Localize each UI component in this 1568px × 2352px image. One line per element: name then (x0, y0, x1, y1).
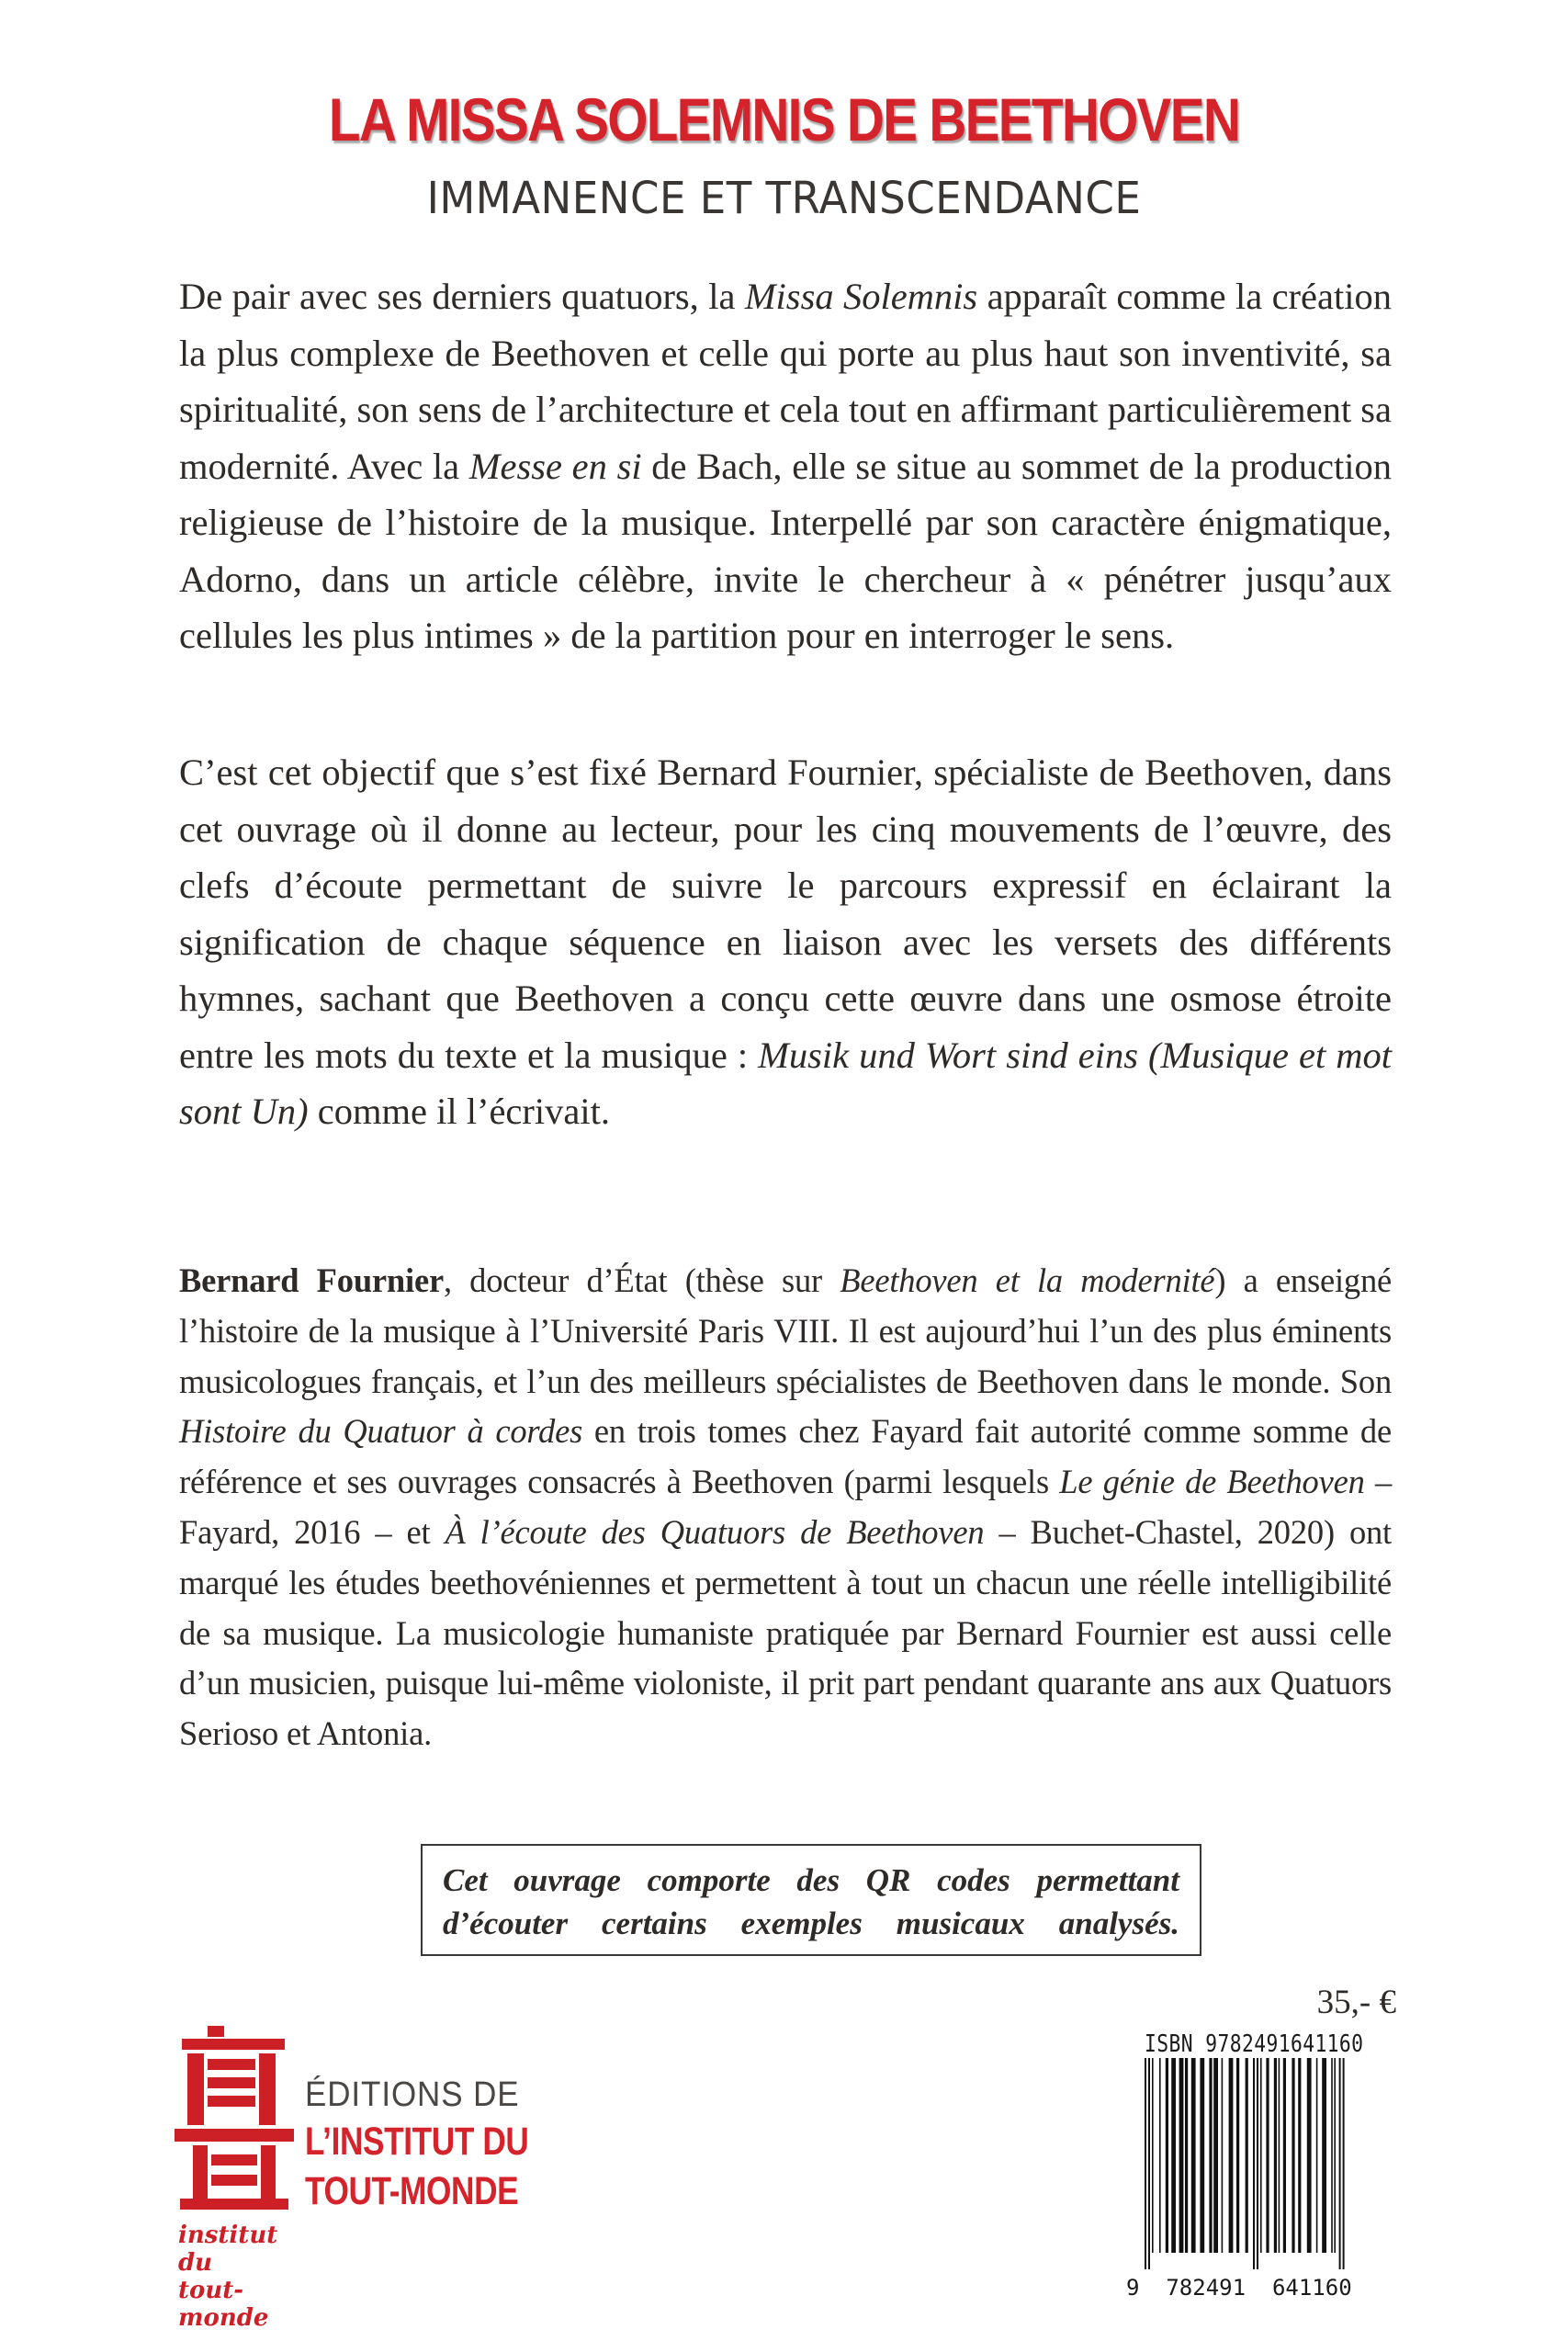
barcode-bar (1266, 2058, 1269, 2253)
barcode-bar (1283, 2058, 1286, 2253)
italic-run: Le génie de Beethoven (1059, 1463, 1365, 1501)
logo-word: institut (178, 2222, 278, 2249)
barcode-bar (1213, 2058, 1218, 2253)
barcode-bar (1279, 2058, 1280, 2253)
logo-word: du (178, 2249, 213, 2277)
barcode-bar (1274, 2058, 1277, 2253)
barcode-bar (1298, 2058, 1301, 2253)
text-run: – Buchet-Chastel, 2020) ont marqué les études beethovéniennes et permettent à tout un chacun une réelle intelligibilité de sa musique. La musicologie humaniste pratiquée par Bernard Fournier est aussi celle d’un musicien, puisque lui-même violoniste, il prit part pendant quarante ans aux Quatuors Serioso et Antonia. (179, 1512, 1392, 1753)
blurb-paragraph-2 (179, 744, 1392, 1140)
logo-word: monde (178, 2304, 269, 2332)
barcode-bar (1334, 2058, 1336, 2253)
author-bio (179, 1256, 1392, 1759)
paragraph-text (179, 1256, 1392, 1759)
price-label: 35,- € (1316, 1984, 1396, 2021)
barcode-bar (1179, 2058, 1184, 2253)
blurb-paragraph-1 (179, 268, 1392, 664)
italic-run: Missa Solemnis (744, 276, 978, 317)
text-run: , docteur d’État (thèse sur (443, 1261, 840, 1299)
barcode-bar (1343, 2058, 1345, 2269)
text-run: ) a enseigné l’histoire de la musique à l’Université Paris VIII. Il est aujourd’hui l’un des plus éminents musicologues français, et l’un des meilleurs spécialistes de Beethoven dans le monde. Son (179, 1261, 1393, 1400)
barcode-bar (1253, 2058, 1255, 2269)
qr-notice-line-2: d’écouter certains exemples musicaux analysés. (443, 1905, 1179, 1941)
barcode-bar (1166, 2058, 1168, 2253)
logo-handwriting (178, 2222, 298, 2332)
publisher-line-2: L’INSTITUT DU (305, 2120, 529, 2164)
barcode-bar (1316, 2058, 1318, 2253)
publisher-line-3: TOUT-MONDE (305, 2169, 519, 2213)
publisher-line-1: ÉDITIONS DE (305, 2075, 520, 2114)
qr-notice-line-1: Cet ouvrage comporte des QR codes permettant (443, 1862, 1179, 1898)
italic-run: Beethoven et la modernité (840, 1261, 1215, 1299)
text-run: De pair avec ses derniers quatuors, la (179, 276, 745, 317)
italic-run: À l’écoute des Quatuors de Beethoven (445, 1512, 985, 1551)
barcode-bar (1191, 2058, 1196, 2253)
book-title: LA MISSA SOLEMNIS DE BEETHOVEN (328, 85, 1240, 153)
barcode-icon (1141, 2058, 1398, 2269)
barcode-bar (1171, 2058, 1176, 2253)
barcode-bar (1322, 2058, 1326, 2253)
barcode-bar (1229, 2058, 1234, 2253)
barcode-bar (1152, 2058, 1154, 2253)
qr-notice-box (421, 1844, 1201, 1956)
text-run: de Bach, elle se situe au sommet de la production religieuse de l’histoire de la musique. Interpellé par son caractère énigmatique, Adorno, dans un article célèbre, invite le chercheur à « pénétrer jusqu’aux cellules les plus intimes » de la partition pour en interroger le sens. (179, 445, 1393, 656)
barcode-bar (1292, 2058, 1294, 2253)
barcode-bar (1185, 2058, 1188, 2253)
isbn-label: ISBN 9782491641160 (1145, 2030, 1364, 2058)
barcode-bar (1148, 2058, 1150, 2269)
barcode-bar (1331, 2058, 1333, 2253)
italic-run: Histoire du Quatuor à cordes (179, 1412, 583, 1451)
text-run: – Fayard, 2016 – et (179, 1463, 1392, 1551)
barcode-bar (1222, 2058, 1224, 2253)
italic-run: Messe en si (468, 445, 642, 487)
italic-run: Musik und Wort sind eins (Musique et mot sont Un) (179, 1034, 1393, 1132)
barcode-bar (1246, 2058, 1248, 2253)
text-run: apparaît comme la création la plus complexe de Beethoven et celle qui porte au plus haut son inventivité, sa spiritualité, son sens de l’architecture et cela tout en affirmant particulièrement sa modernité. Avec la (179, 276, 1393, 487)
barcode-bar (1260, 2058, 1262, 2253)
text-run: en trois tomes chez Fayard fait autorité comme somme de référence et ses ouvrages consacrés à Beethoven (parmi lesquels (179, 1412, 1392, 1501)
barcode-bar (1236, 2058, 1239, 2253)
barcode-bar (1257, 2058, 1258, 2269)
text-run: C’est cet objectif que s’est fixé Bernard Fournier, spécialiste de Beethoven, dans cet ouvrage où il donne au lecteur, pour les cinq mouvements de l’œuvre, des clefs d’écoute permettant de suivre le parcours expressif en éclairant la signification de chaque séquence en liaison avec les versets des différents hymnes, sachant que Beethoven a conçu cette œuvre dans une osmose étroite entre les mots du texte et la musique : (179, 752, 1392, 1076)
text-run: comme il l’écrivait. (308, 1091, 610, 1132)
book-subtitle: IMMANENCE ET TRANSCENDANCE (426, 173, 1142, 224)
barcode-bar (1339, 2058, 1341, 2269)
paragraph-text (179, 268, 1392, 664)
paragraph-text (179, 744, 1392, 1140)
logo-word: tout- (178, 2277, 244, 2304)
barcode-bar (1209, 2058, 1212, 2253)
barcode-bar (1200, 2058, 1204, 2253)
barcode-digits: 9 782491 641160 (1126, 2275, 1352, 2301)
barcode-bar (1145, 2058, 1146, 2269)
barcode-bar (1307, 2058, 1312, 2253)
publisher-name (305, 2073, 544, 2216)
bold-run: Bernard Fournier (179, 1261, 444, 1299)
barcode-bar (1159, 2058, 1161, 2253)
